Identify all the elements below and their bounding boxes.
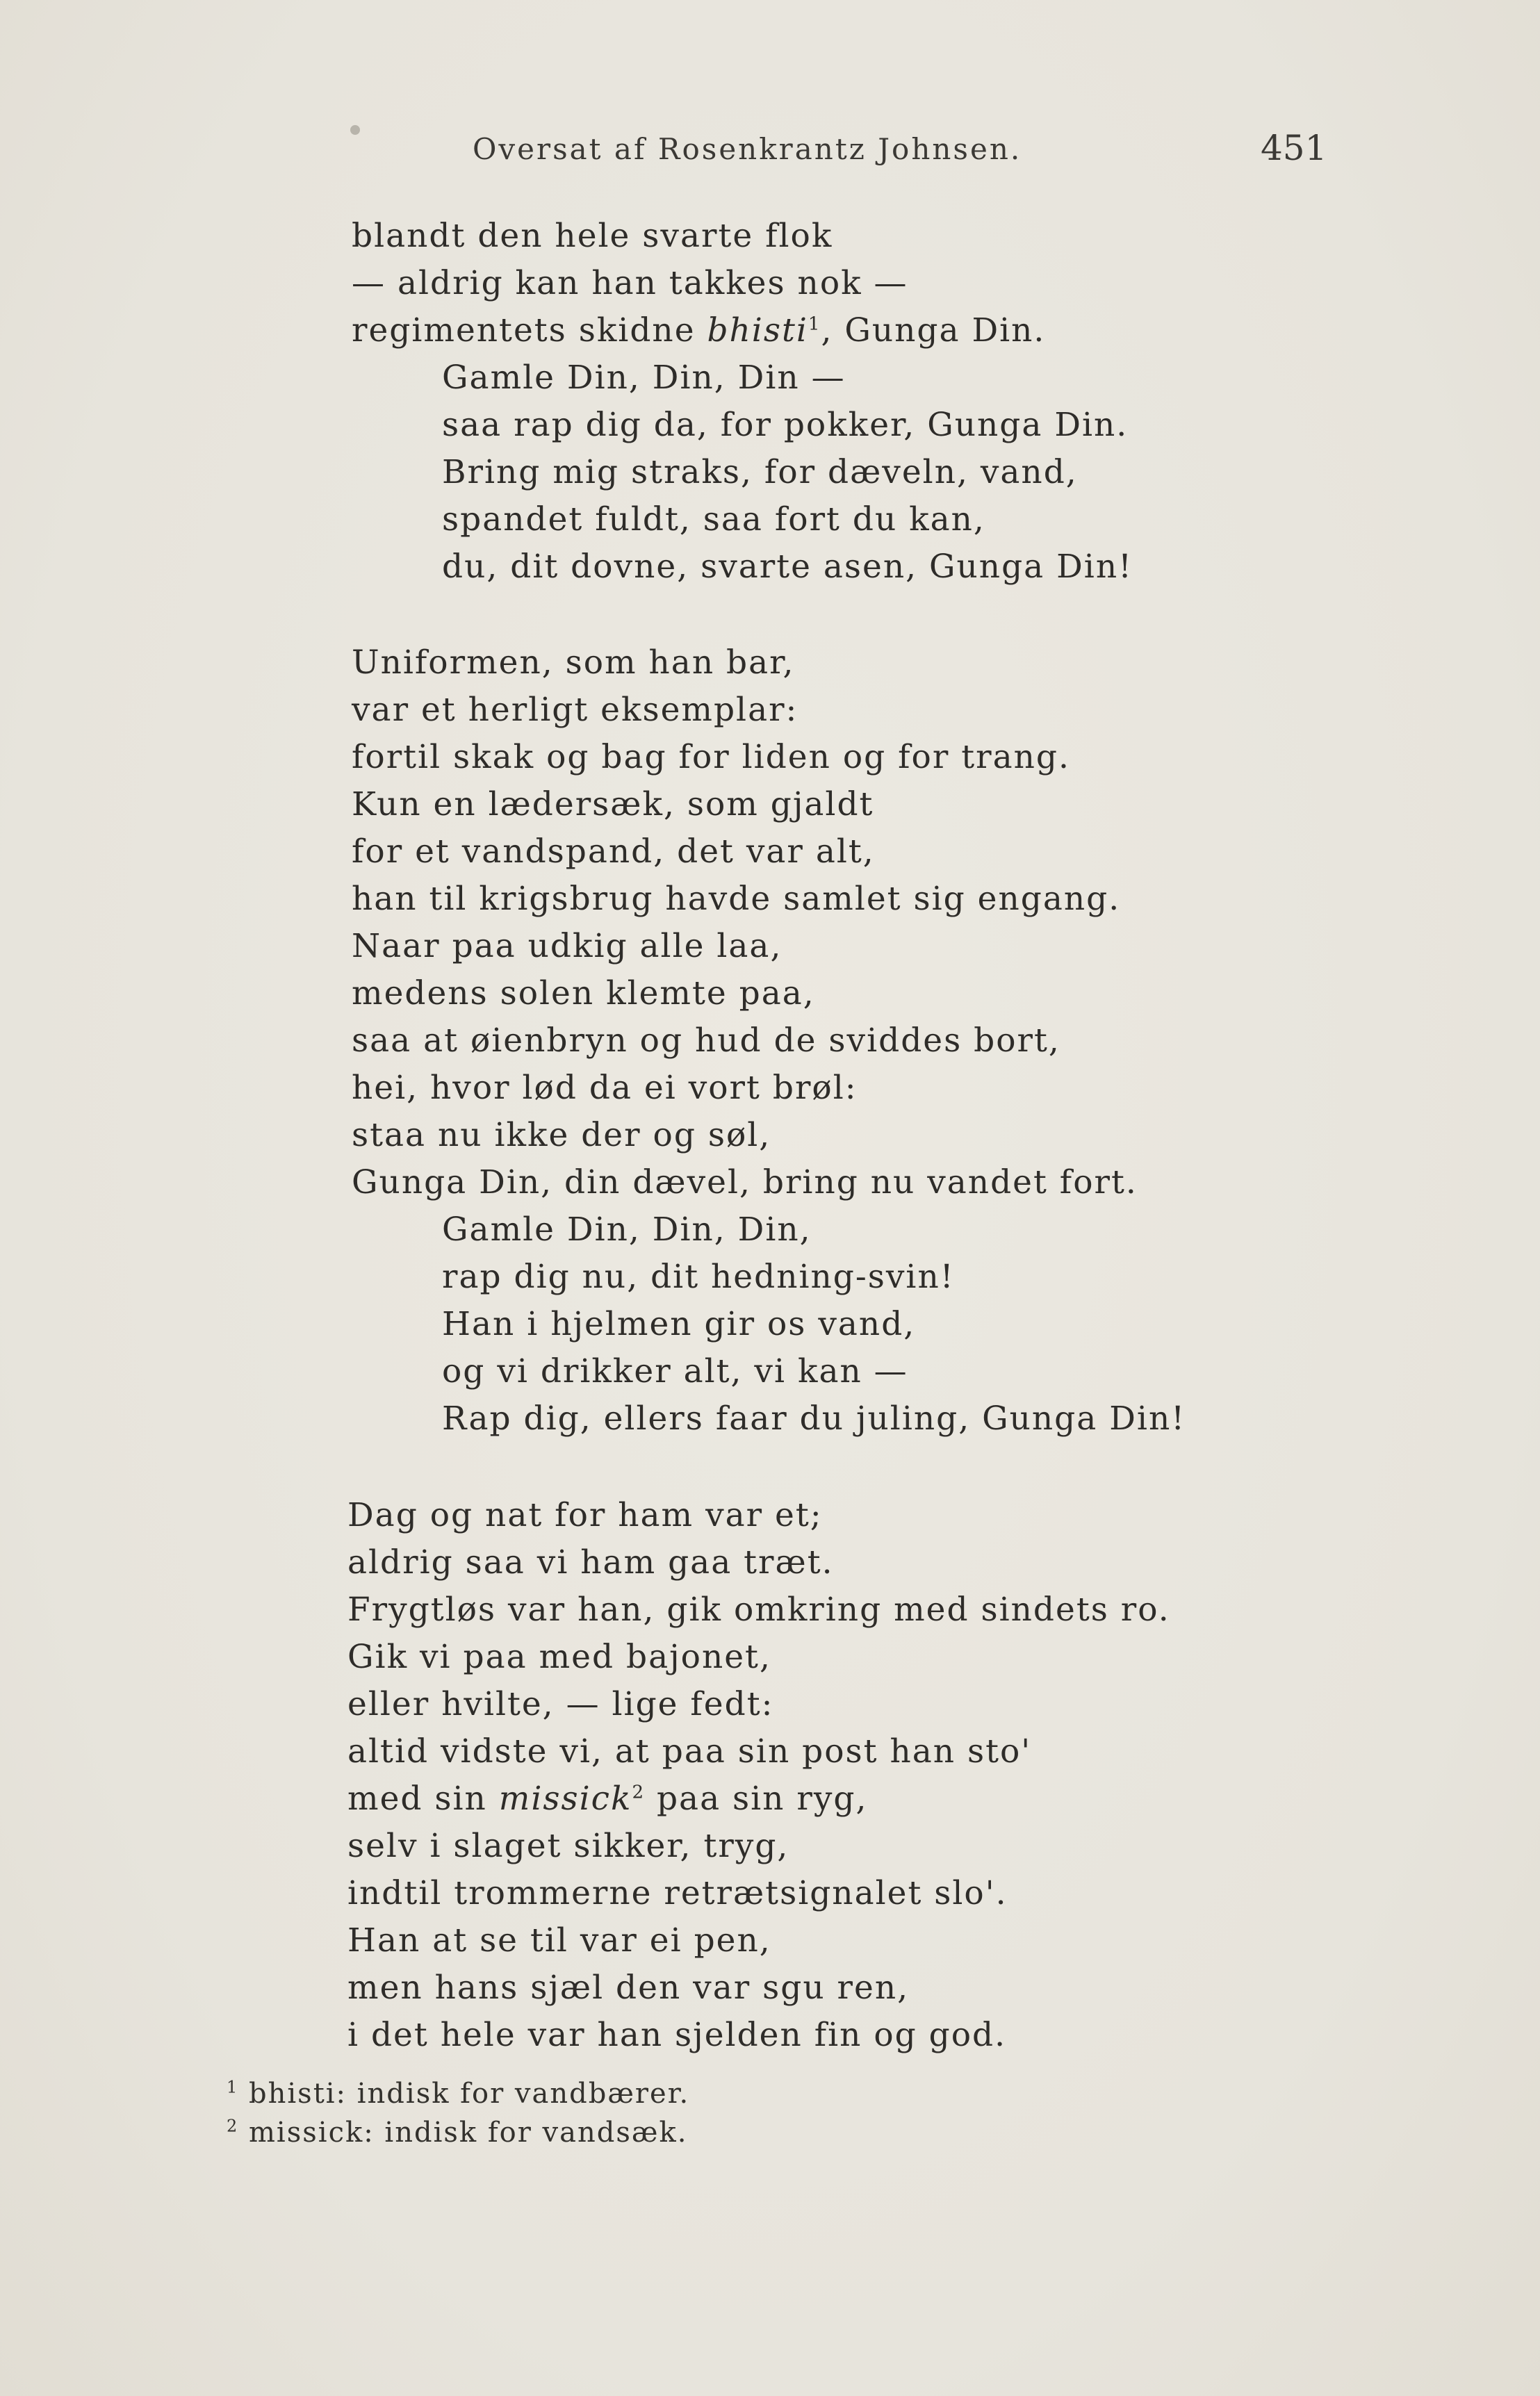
poem-line: Gik vi paa med bajonet, <box>347 1638 771 1676</box>
poem-line: eller hvilte, — lige fedt: <box>347 1685 774 1723</box>
footnote-mark: 1 <box>227 2077 239 2097</box>
poem-line-refrain: spandet fuldt, saa fort du kan, <box>442 500 985 539</box>
footnote-text: missick: indisk for vandsæk. <box>249 2117 688 2149</box>
poem-line: han til krigsbrug havde samlet sig engang. <box>352 880 1121 918</box>
poem-line-refrain: Bring mig straks, for dæveln, vand, <box>442 453 1078 491</box>
poem-line: Naar paa udkig alle laa, <box>352 927 783 965</box>
page-number: 451 <box>1261 128 1327 168</box>
poem-line: saa at øienbryn og hud de sviddes bort, <box>352 1021 1060 1060</box>
poem-line: indtil trommerne retrætsignalet slo'. <box>347 1874 1008 1912</box>
italic-term: bhisti <box>707 311 808 350</box>
poem-line: Han at se til var ei pen, <box>347 1921 771 1960</box>
poem-line-refrain: rap dig nu, dit hedning-svin! <box>442 1258 955 1296</box>
poem-line: men hans sjæl den var sgu ren, <box>347 1969 910 2007</box>
poem-line: Uniformen, som han bar, <box>352 643 795 682</box>
poem-line: selv i slaget sikker, tryg, <box>347 1827 789 1865</box>
poem-line: blandt den hele svarte flok <box>352 217 833 255</box>
poem-line: regimentets skidne bhisti$^1$, Gunga Din. <box>352 311 1046 350</box>
poem-line: medens solen klemte paa, <box>352 974 815 1012</box>
poem-line: hei, hvor lød da ei vort brøl: <box>352 1069 858 1107</box>
footnote-ref: 1 <box>808 313 821 335</box>
poem-line-refrain: Rap dig, ellers faar du juling, Gunga Din! <box>442 1400 1186 1438</box>
poem-line: staa nu ikke der og søl, <box>352 1116 771 1154</box>
footnote <box>227 2078 689 2110</box>
poem-line: — aldrig kan han takkes nok — <box>352 264 908 302</box>
poem-line: Kun en lædersæk, som gjaldt <box>352 785 874 823</box>
poem-line: Dag og nat for ham var et; <box>347 1496 823 1534</box>
poem-line: fortil skak og bag for liden og for trang. <box>352 738 1070 776</box>
poem-line-refrain: og vi drikker alt, vi kan — <box>442 1352 908 1390</box>
poem-line-refrain: Gamle Din, Din, Din, <box>442 1211 812 1249</box>
poem-line-refrain: Gamle Din, Din, Din — <box>442 359 846 397</box>
running-title: Oversat af Rosenkrantz Johnsen. <box>473 132 1022 166</box>
poem-line: i det hele var han sjelden fin og god. <box>347 2016 1007 2054</box>
poem-line: var et herligt eksemplar: <box>352 691 798 729</box>
paper-speck <box>350 125 360 135</box>
poem-line: for et vandspand, det var alt, <box>352 832 875 871</box>
footnote-mark: 2 <box>227 2116 239 2136</box>
poem-line: aldrig saa vi ham gaa træt. <box>347 1543 834 1582</box>
poem-line: med sin missick$^2$ paa sin ryg, <box>347 1780 868 1818</box>
footnote <box>227 2117 687 2149</box>
poem-line-refrain: saa rap dig da, for pokker, Gunga Din. <box>442 406 1129 444</box>
footnote-ref: 2 <box>632 1782 646 1803</box>
italic-term: missick <box>498 1780 632 1818</box>
poem-line: Gunga Din, din dævel, bring nu vandet fort. <box>352 1163 1138 1201</box>
poem-line: altid vidste vi, at paa sin post han sto' <box>347 1732 1032 1771</box>
poem-line: Frygtløs var han, gik omkring med sindets ro. <box>347 1591 1170 1629</box>
footnote-text: bhisti: indisk for vandbærer. <box>249 2078 690 2110</box>
poem-line-refrain: du, dit dovne, svarte asen, Gunga Din! <box>442 548 1133 586</box>
poem-line-refrain: Han i hjelmen gir os vand, <box>442 1305 916 1343</box>
